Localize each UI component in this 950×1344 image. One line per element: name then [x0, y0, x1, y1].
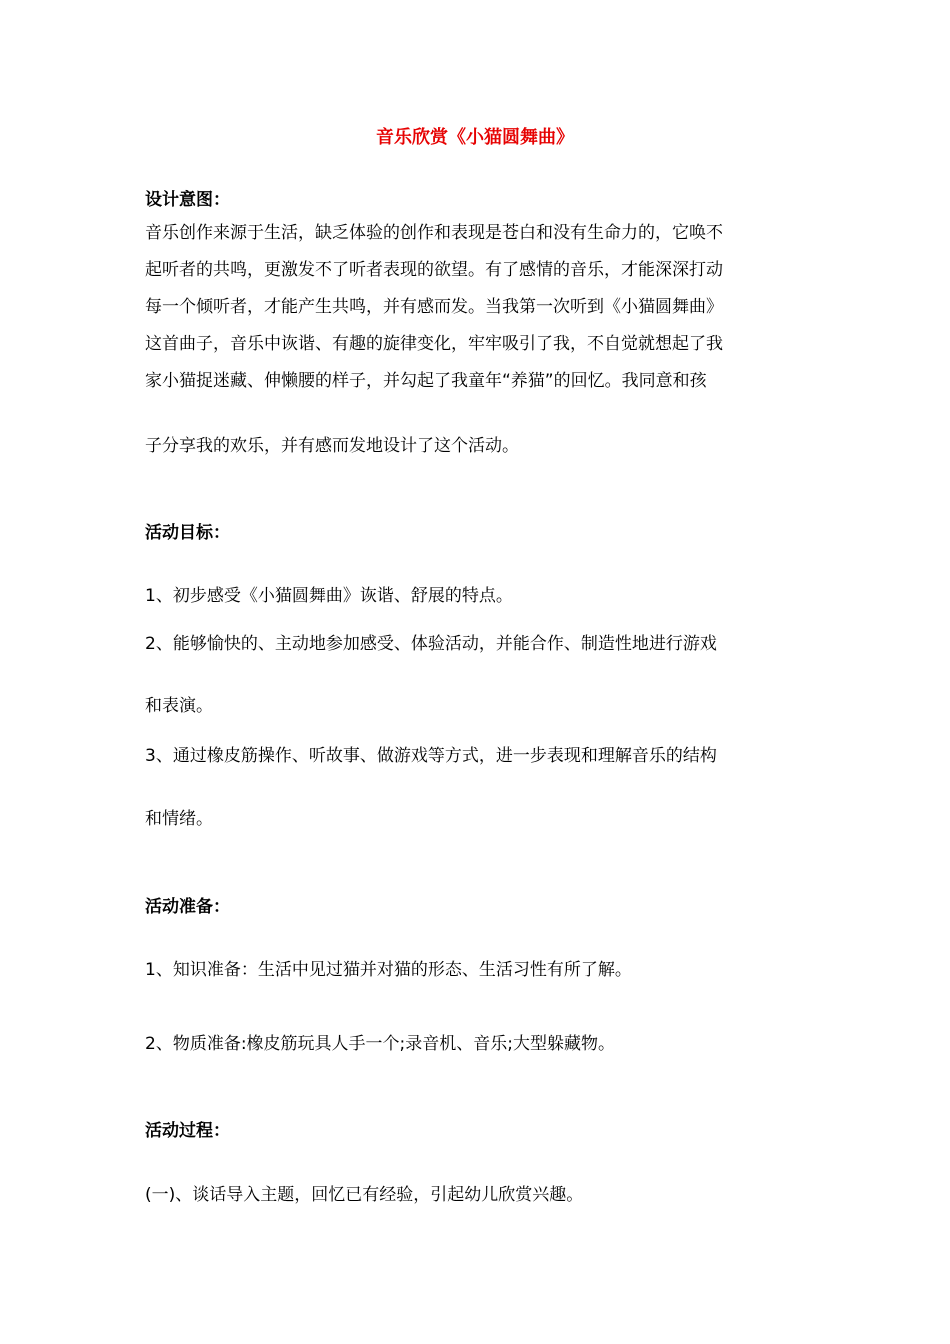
design-intent-paragraph: [145, 220, 805, 405]
preparation-item-2: 2、物质准备:橡皮筋玩具人手一个;录音机、音乐;大型躲藏物。: [145, 1034, 615, 1054]
goal-item-1: 1、初步感受《小猫圆舞曲》诙谐、舒展的特点。: [145, 586, 513, 606]
goal-item-3-line-2: 和情绪。: [145, 809, 213, 829]
design-intent-heading: 设计意图：: [145, 190, 230, 210]
paragraph-line: 音乐创作来源于生活，缺乏体验的创作和表现是苍白和没有生命力的，它唤不: [145, 223, 723, 243]
process-item-1: (一)、谈话导入主题，回忆已有经验，引起幼儿欣赏兴趣。: [145, 1185, 584, 1205]
preparation-heading: 活动准备：: [145, 897, 230, 917]
goal-item-2-line-1: 2、能够愉快的、主动地参加感受、体验活动，并能合作、制造性地进行游戏: [145, 634, 717, 654]
paragraph-line: 家小猫捉迷藏、伸懒腰的样子，并勾起了我童年“养猫”的回忆。我同意和孩: [145, 371, 707, 391]
paragraph-line: 起听者的共鸣，更激发不了听者表现的欲望。有了感情的音乐，才能深深打动: [145, 260, 723, 280]
process-heading: 活动过程：: [145, 1121, 230, 1141]
preparation-item-1: 1、知识准备：生活中见过猫并对猫的形态、生活习性有所了解。: [145, 960, 632, 980]
document-title: 音乐欣赏《小猫圆舞曲》: [376, 127, 574, 148]
paragraph-line: 每一个倾听者，才能产生共鸣，并有感而发。当我第一次听到《小猫圆舞曲》: [145, 297, 723, 317]
goals-heading: 活动目标：: [145, 523, 230, 543]
paragraph-line: 这首曲子，音乐中诙谐、有趣的旋律变化，牢牢吸引了我，不自觉就想起了我: [145, 334, 723, 354]
design-intent-last-line: 子分享我的欢乐，并有感而发地设计了这个活动。: [145, 436, 519, 456]
goal-item-2-line-2: 和表演。: [145, 696, 213, 716]
goal-item-3-line-1: 3、通过橡皮筋操作、听故事、做游戏等方式，进一步表现和理解音乐的结构: [145, 746, 717, 766]
